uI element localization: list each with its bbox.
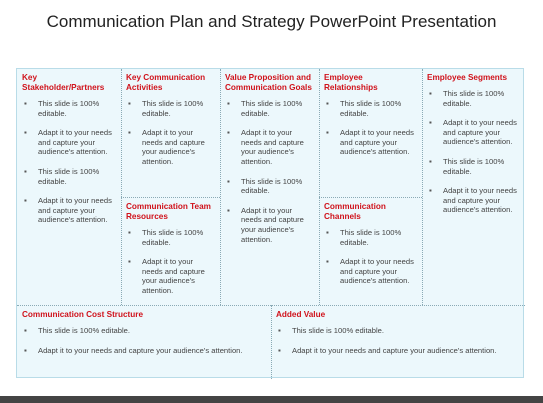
list-item: ▪ This slide is 100% editable.: [24, 326, 131, 335]
section-heading: Communication Team Resources: [126, 202, 211, 221]
list-item: ▪ Adapt it to your needs and capture your audience's attention.: [24, 196, 112, 225]
list-item: ▪ This slide is 100% editable.: [24, 99, 100, 118]
bullet-list: [225, 99, 314, 244]
bullet-list: [324, 228, 417, 286]
list-item: ▪ This slide is 100% editable.: [429, 156, 505, 176]
list-item: ▪ This slide is 100% editable.: [278, 326, 385, 335]
list-item: ▪ Adapt it to your needs and capture your audience's attention.: [326, 257, 414, 286]
list-item: ▪ This slide is 100% editable.: [227, 176, 303, 196]
list-item: ▪ Adapt it to your needs and capture your audience's attention.: [278, 345, 497, 355]
bullet-list: [324, 99, 417, 157]
bullet-list: [22, 99, 116, 225]
list-item: ▪ Adapt it to your needs and capture your audience's attention.: [429, 118, 517, 147]
section-added-value: [271, 306, 525, 365]
list-item: ▪ Adapt it to your needs and capture your audience's attention.: [429, 186, 517, 215]
slide-title: Communication Plan and Strategy PowerPoint Presentation: [46, 12, 497, 31]
section-communication-channels: [319, 198, 422, 296]
section-heading: Communication Channels: [324, 202, 386, 221]
list-item: ▪ Adapt it to your needs and capture your audience's attention.: [326, 128, 414, 157]
section-heading: Key Communication Activities: [126, 73, 206, 92]
list-item: ▪ This slide is 100% editable.: [227, 99, 303, 118]
section-team-resources: [121, 198, 220, 306]
list-item: ▪ Adapt it to your needs and capture your audience's attention.: [128, 257, 205, 295]
section-heading: Employee Segments: [427, 73, 508, 82]
list-item: ▪ This slide is 100% editable.: [326, 99, 402, 118]
section-employee-segments: [422, 69, 525, 225]
list-item: ▪ This slide is 100% editable.: [429, 89, 505, 108]
section-heading: Communication Cost Structure: [22, 310, 144, 319]
footer-bar: [0, 396, 543, 403]
bullet-list: [126, 99, 215, 167]
strategy-board: [16, 68, 524, 378]
list-item: ▪ Adapt it to your needs and capture your audience's attention.: [24, 345, 243, 355]
list-item: ▪ Adapt it to your needs and capture your audience's attention.: [128, 128, 205, 166]
section-value-proposition: [220, 69, 319, 254]
section-heading: Added Value: [276, 310, 326, 319]
bullet-list: [276, 326, 520, 355]
section-cost-structure: [17, 306, 271, 365]
section-key-activities: [121, 69, 220, 177]
bullet-list: [126, 228, 215, 296]
list-item: ▪ Adapt it to your needs and capture your audience's attention.: [227, 205, 304, 244]
list-item: ▪ This slide is 100% editable.: [326, 228, 402, 247]
list-item: ▪ Adapt it to your needs and capture your audience's attention.: [24, 128, 112, 157]
section-heading: Key Stakeholder/Partners: [22, 73, 105, 92]
list-item: ▪ This slide is 100% editable.: [128, 99, 204, 118]
list-item: ▪ Adapt it to your needs and capture your audience's attention.: [227, 128, 304, 166]
section-key-stakeholders: [17, 69, 121, 235]
bullet-list: [22, 326, 266, 355]
section-employee-relationships: [319, 69, 422, 167]
section-heading: Value Proposition and Communication Goals: [225, 73, 312, 92]
list-item: ▪ This slide is 100% editable.: [128, 228, 204, 247]
bullet-list: [427, 89, 520, 215]
section-heading: Employee Relationships: [324, 73, 378, 92]
list-item: ▪ This slide is 100% editable.: [24, 166, 100, 186]
